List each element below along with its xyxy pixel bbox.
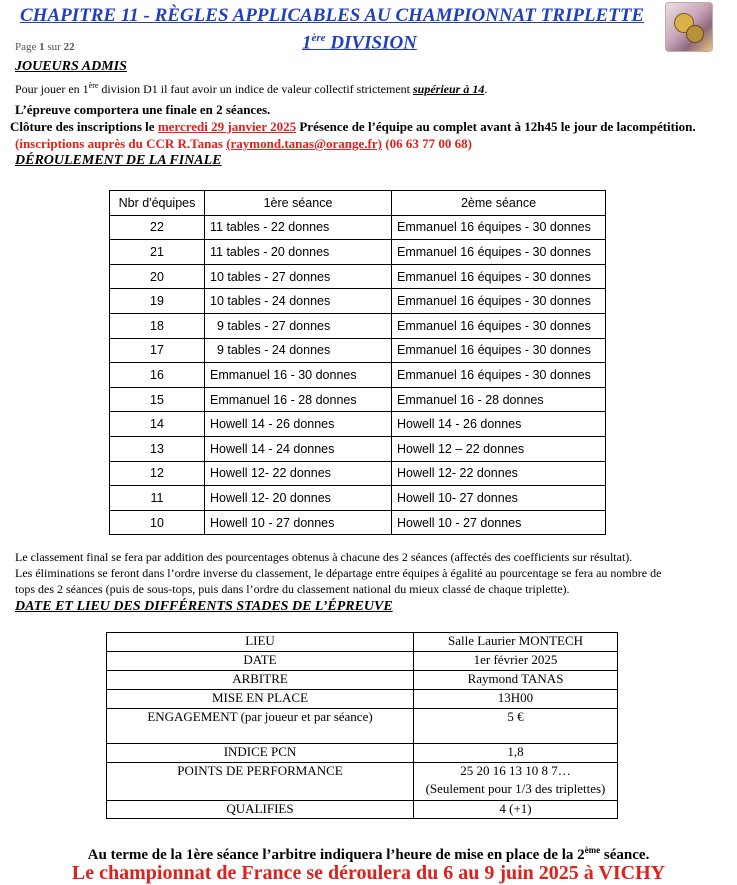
division-superscript: ère (311, 32, 326, 44)
table-row (110, 510, 606, 535)
detail-value-main: 4 (+1) (499, 801, 532, 816)
cell-session-1: Howell 10 - 27 donnes (205, 510, 392, 535)
joueurs-line-3a: Clôture des inscriptions le (10, 119, 158, 134)
cell-session-2: Howell 14 - 26 donnes (392, 412, 606, 437)
table-row (110, 215, 606, 240)
elimination-paragraph-1: Les éliminations se feront dans l’ordre inverse du classement, le départage entre équipes à égalité au pourcentage se fera au nombre de (15, 566, 662, 580)
cell-team-count: 20 (110, 264, 205, 289)
cell-team-count: 17 (110, 338, 205, 363)
cell-session-1: 11 tables - 22 donnes (205, 215, 392, 240)
table-row (110, 338, 606, 363)
table-row (107, 671, 618, 690)
detail-value (414, 633, 618, 652)
cell-session-1: 10 tables - 24 donnes (205, 289, 392, 314)
joueurs-line-1d: . (484, 82, 488, 96)
detail-value-main: 1er février 2025 (473, 652, 558, 667)
detail-value (414, 744, 618, 763)
cell-session-2: Emmanuel 16 équipes - 30 donnes (392, 264, 606, 289)
joueurs-line-1b: division D1 il faut avoir un indice de valeur collectif strictement (98, 82, 413, 96)
cell-session-1: Howell 14 - 26 donnes (205, 412, 392, 437)
contact-email-link[interactable]: (raymond.tanas@orange.fr) (226, 136, 382, 151)
joueurs-line-2: L’épreuve comportera une finale en 2 séances. (15, 102, 271, 117)
cell-session-2: Howell 12 – 22 donnes (392, 436, 606, 461)
table-row (110, 412, 606, 437)
footer-note-b: séance. (600, 847, 650, 863)
cell-team-count: 15 (110, 387, 205, 412)
cell-session-2: Emmanuel 16 - 28 donnes (392, 387, 606, 412)
table-row (110, 461, 606, 486)
detail-value-main: 1,8 (507, 744, 524, 759)
cell-team-count: 21 (110, 240, 205, 265)
joueurs-threshold: supérieur à 14 (413, 82, 485, 96)
table-row (107, 801, 618, 819)
cell-team-count: 11 (110, 486, 205, 511)
detail-label: POINTS DE PERFORMANCE (107, 763, 414, 801)
elimination-paragraph-2: tops des 2 séances (puis de sous-tops, puis dans l’ordre du classement national du mieux classé de chaque triplette). (15, 582, 570, 596)
page-mid: sur (44, 41, 64, 53)
detail-value-note: (Seulement pour 1/3 des triplettes) (425, 781, 606, 796)
cell-team-count: 18 (110, 313, 205, 338)
table-row (110, 313, 606, 338)
cell-session-2: Howell 12- 22 donnes (392, 461, 606, 486)
cell-team-count: 14 (110, 412, 205, 437)
column-header-teams: Nbr d'équipes (110, 191, 205, 216)
joueurs-line-1 (15, 81, 487, 97)
cell-session-1: Howell 12- 22 donnes (205, 461, 392, 486)
detail-value (414, 690, 618, 709)
cell-team-count: 13 (110, 436, 205, 461)
cell-session-1: 9 tables - 24 donnes (205, 338, 392, 363)
national-championship-announcement: Le championnat de France se déroulera du 6 au 9 juin 2025 à VICHY (71, 862, 666, 884)
detail-label: ARBITRE (107, 671, 414, 690)
column-header-session-1: 1ère séance (205, 191, 392, 216)
cell-team-count: 19 (110, 289, 205, 314)
detail-value-main: Raymond TANAS (467, 671, 564, 686)
division-title (302, 32, 417, 54)
detail-label: DATE (107, 652, 414, 671)
cell-session-1: Howell 12- 20 donnes (205, 486, 392, 511)
joueurs-line-1a: Pour jouer en 1 (15, 82, 89, 96)
detail-value-main: 13H00 (497, 690, 534, 705)
table-row (110, 264, 606, 289)
detail-value (414, 801, 618, 819)
contact-phone: (06 63 77 00 68) (381, 136, 472, 151)
division-text: DIVISION (325, 32, 417, 54)
table-header-row (110, 191, 606, 216)
division-number: 1 (302, 32, 312, 54)
table-row (110, 363, 606, 388)
cell-session-2: Emmanuel 16 équipes - 30 donnes (392, 363, 606, 388)
detail-label: MISE EN PLACE (107, 690, 414, 709)
cell-session-1: Emmanuel 16 - 30 donnes (205, 363, 392, 388)
table-row (107, 633, 618, 652)
cell-team-count: 22 (110, 215, 205, 240)
cell-team-count: 12 (110, 461, 205, 486)
closing-date: mercredi 29 janvier 2025 (157, 119, 297, 134)
detail-label: INDICE PCN (107, 744, 414, 763)
detail-value-main: Salle Laurier MONTECH (447, 633, 584, 648)
detail-label: LIEU (107, 633, 414, 652)
section-heading-dates: DATE ET LIEU DES DIFFÉRENTS STADES DE L’ÉPREUVE (15, 599, 393, 614)
joueurs-line-4a: (inscriptions auprès du CCR R.Tanas (15, 136, 227, 151)
table-row (110, 486, 606, 511)
ranking-paragraph: Le classement final se fera par addition des pourcentages obtenus à chacune des 2 séances (affectés des coefficients sur résultat). (15, 550, 633, 564)
page-prefix: Page (15, 41, 40, 53)
cell-session-1: Emmanuel 16 - 28 donnes (205, 387, 392, 412)
detail-value (414, 652, 618, 671)
cell-session-2: Howell 10- 27 donnes (392, 486, 606, 511)
table-row (107, 709, 618, 744)
cell-session-2: Emmanuel 16 équipes - 30 donnes (392, 240, 606, 265)
detail-value (414, 763, 618, 801)
column-header-session-2: 2ème séance (392, 191, 606, 216)
cell-session-1: 10 tables - 27 donnes (205, 264, 392, 289)
section-heading-deroulement: DÉROULEMENT DE LA FINALE (15, 153, 222, 168)
footer-note-sup: ème (584, 845, 601, 855)
table-row (107, 744, 618, 763)
detail-value (414, 709, 618, 744)
page-number (15, 41, 75, 53)
detail-value (414, 671, 618, 690)
joueurs-line-1-sup: ère (88, 81, 99, 90)
cell-session-2: Emmanuel 16 équipes - 30 donnes (392, 215, 606, 240)
cell-session-1: 11 tables - 20 donnes (205, 240, 392, 265)
detail-label: ENGAGEMENT (par joueur et par séance) (107, 709, 414, 744)
table-row (107, 652, 618, 671)
joueurs-line-4 (15, 136, 472, 152)
cell-session-1: Howell 14 - 24 donnes (205, 436, 392, 461)
footer-note-a: Au terme de la 1ère séance l’arbitre indiquera l’heure de mise en place de la 2 (87, 847, 585, 863)
federation-logo (665, 2, 713, 52)
detail-value-main: 25 20 16 13 10 8 7… (460, 763, 571, 778)
page-title: CHAPITRE 11 - RÈGLES APPLICABLES AU CHAMPIONNAT TRIPLETTE (20, 5, 645, 26)
table-row (110, 289, 606, 314)
detail-label: QUALIFIES (107, 801, 414, 819)
finale-schedule-table (109, 190, 606, 535)
page-current: 1 (39, 41, 45, 53)
joueurs-line-3c: Présence de l’équipe au complet avant à 12h45 le jour de lacompétition. (296, 119, 696, 134)
cell-session-2: Emmanuel 16 équipes - 30 donnes (392, 313, 606, 338)
cell-session-2: Emmanuel 16 équipes - 30 donnes (392, 289, 606, 314)
event-details-table (106, 632, 618, 819)
joueurs-line-3 (10, 119, 696, 135)
detail-value-main: 5 € (507, 709, 524, 724)
section-heading-joueurs: JOUEURS ADMIS (15, 59, 127, 74)
page-total: 22 (63, 41, 75, 53)
table-row (107, 763, 618, 801)
cell-session-2: Emmanuel 16 équipes - 30 donnes (392, 338, 606, 363)
cell-team-count: 10 (110, 510, 205, 535)
cell-session-1: 9 tables - 27 donnes (205, 313, 392, 338)
table-row (110, 387, 606, 412)
table-row (110, 436, 606, 461)
logo-ball-icon (686, 25, 704, 43)
table-row (107, 690, 618, 709)
cell-team-count: 16 (110, 363, 205, 388)
cell-session-2: Howell 10 - 27 donnes (392, 510, 606, 535)
table-row (110, 240, 606, 265)
